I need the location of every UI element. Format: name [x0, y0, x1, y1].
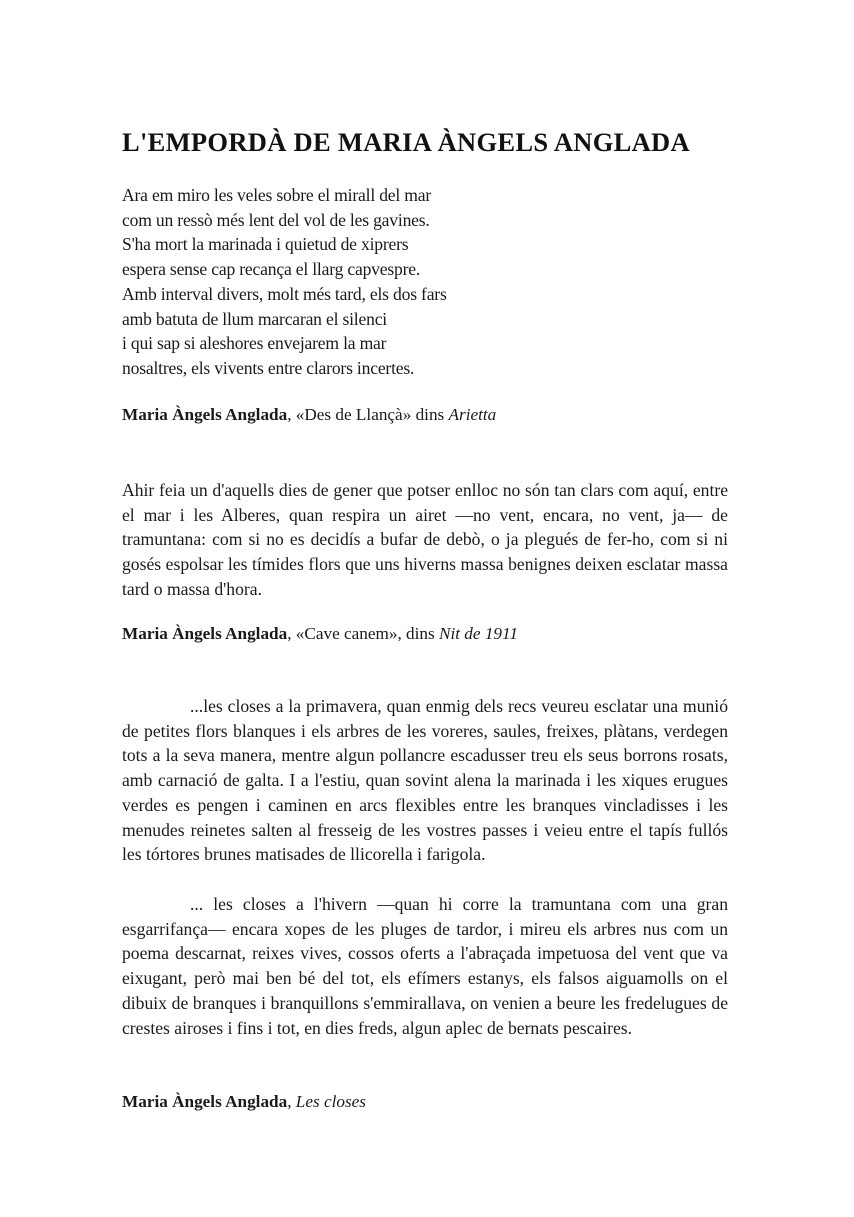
poem-line: Amb interval divers, molt més tard, els dos fars — [122, 283, 447, 304]
poem-line: amb batuta de llum marcaran el silenci — [122, 308, 387, 329]
prose-closes-hivern: ... les closes a l'hivern —quan hi corre la tramuntana com una gran esgarrifança— encara xopes de les pluges de tardor, i mireu els arbres nus com un poema descarnat, reixes vives, cossos oferts a l'abraçada impetuosa del vent que va eixugant, però mai ben bé del tot, els efímers estanys, els falsos aiguamolls on el dibuix de branques i branquillons s'emmirallava, on venien a beure les fredelugues de crestes airoses i fins i tot, en dies freds, algun aplec de bernats pescaires. — [122, 894, 728, 1038]
citation-les-closes — [122, 1092, 366, 1112]
page-title: L'EMPORDÀ DE MARIA ÀNGELS ANGLADA — [122, 127, 690, 157]
citation-text: , «Cave canem», dins — [287, 624, 439, 643]
poem-line: espera sense cap recança el llarg capvespre. — [122, 259, 421, 280]
poem-line: Ara em miro les veles sobre el mirall del mar — [122, 185, 432, 205]
poem-line: com un ressò més lent del vol de les gavines. — [122, 209, 430, 230]
poem-arietta — [122, 183, 447, 381]
poem-line: S'ha mort la marinada i quietud de xiprers — [122, 234, 409, 255]
citation-arietta — [122, 405, 496, 425]
citation-work: Les closes — [295, 1092, 366, 1111]
citation-cave-canem — [122, 624, 518, 644]
citation-author: Maria Àngels Anglada — [122, 1092, 288, 1111]
citation-text: , «Des de Llançà» dins — [287, 405, 449, 424]
citation-author: Maria Àngels Anglada — [122, 405, 288, 424]
poem-line: i qui sap si aleshores envejarem la mar — [122, 333, 387, 354]
prose-cave-canem: Ahir feia un d'aquells dies de gener que potser enlloc no són tan clars com aquí, entre el mar i les Alberes, quan respira un airet —no vent, encara, no vent, ja— de tramuntana: com si no es decidís a bufar de debò, o ja plegués de fer-ho, com si ni gosés espolsar les tímides flors que uns hiverns massa benignes deixen esclatar massa tard o massa d'hora. — [122, 480, 728, 599]
citation-author: Maria Àngels Anglada — [122, 624, 288, 643]
citation-work: Arietta — [448, 405, 497, 424]
citation-text: , — [287, 1092, 296, 1111]
prose-closes-primavera: ...les closes a la primavera, quan enmig dels recs veureu esclatar una munió de petites flors blanques i els arbres de les voreres, saules, freixes, plàtans, verdegen tots a la seva manera, mentre algun pollancre escadusser treu els seus borrons rosats, amb carnació de galta. I a l'estiu, quan sovint alena la marinada i les xiques erugues verdes es pengen i caminen en arcs flexibles entre les branques vincladisses i les menudes reinetes salten al fresseig de les vostres passes i veieu entre el tapís fullós les tórtores brunes matisades de llicorella i farigola. — [122, 696, 728, 865]
citation-work: Nit de 1911 — [439, 624, 518, 643]
poem-line: nosaltres, els vivents entre clarors incertes. — [122, 357, 415, 378]
